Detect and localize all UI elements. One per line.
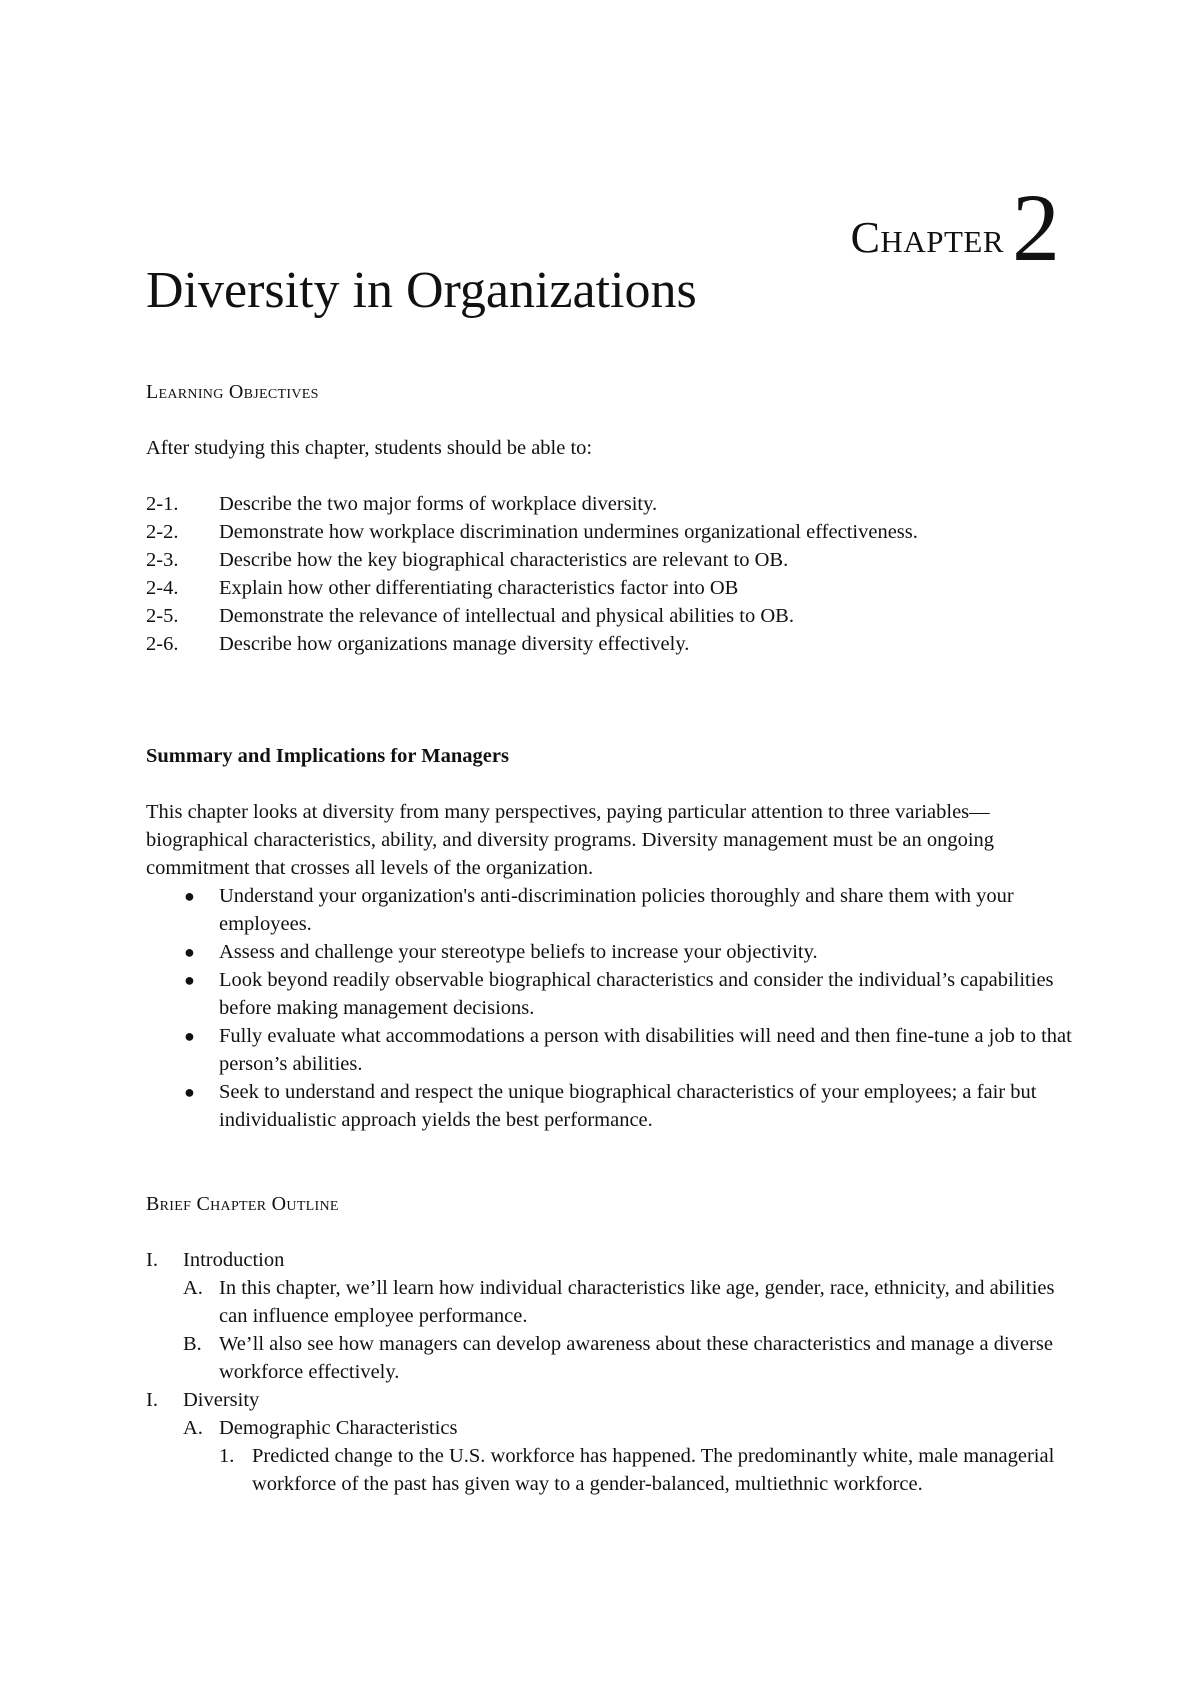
outline-marker: 1.: [219, 1445, 235, 1467]
summary-bullet-list: [146, 882, 1076, 1134]
outline-item-text: In this chapter, we’ll learn how individual characteristics like age, gender, race, ethnicity, and abilities can influence employee performance.: [219, 1277, 1055, 1327]
outline-marker: B.: [183, 1333, 202, 1355]
bullet-text: Understand your organization's anti-discrimination policies thoroughly and share them with your employees.: [219, 885, 1014, 935]
summary-bullet-item: [146, 882, 1076, 938]
outline-item-text: Demographic Characteristics: [219, 1417, 458, 1439]
objective-number: 2-4.: [146, 577, 179, 599]
summary-bullet-item: [146, 938, 1076, 966]
objective-text: Describe how the key biographical characteristics are relevant to OB.: [219, 549, 789, 571]
objective-text: Describe how organizations manage diversity effectively.: [219, 633, 690, 655]
summary-bullet-item: [146, 966, 1076, 1022]
outline-marker: A.: [183, 1417, 203, 1439]
bullet-icon: ●: [184, 970, 195, 990]
page-title: Diversity in Organizations: [146, 262, 697, 319]
outline-marker: I.: [146, 1389, 158, 1411]
objective-text: Demonstrate how workplace discrimination undermines organizational effectiveness.: [219, 521, 918, 543]
objective-item: [146, 602, 1076, 630]
bullet-icon: ●: [184, 1026, 195, 1046]
outline-subitem: [146, 1442, 1076, 1498]
document-body: [146, 378, 1076, 1498]
chapter-word: Chapter: [850, 213, 1004, 262]
summary-bullet-item: [146, 1022, 1076, 1078]
bullet-icon: ●: [184, 942, 195, 962]
objective-item: [146, 574, 1076, 602]
outline-section-title: Diversity: [183, 1389, 260, 1411]
objective-number: 2-5.: [146, 605, 179, 627]
chapter-number: 2: [1012, 174, 1060, 281]
objective-text: Explain how other differentiating characteristics factor into OB: [219, 577, 739, 599]
bullet-icon: ●: [184, 1082, 195, 1102]
objective-number: 2-6.: [146, 633, 179, 655]
objective-text: Demonstrate the relevance of intellectual and physical abilities to OB.: [219, 605, 794, 627]
outline-item: [146, 1414, 1076, 1442]
learning-objectives-list: [146, 490, 1076, 658]
summary-bullet-item: [146, 1078, 1076, 1134]
objective-item: [146, 630, 1076, 658]
outline-heading: Brief Chapter Outline: [146, 1193, 339, 1215]
bullet-text: Assess and challenge your stereotype beliefs to increase your objectivity.: [219, 941, 818, 963]
learning-objectives-intro: After studying this chapter, students should be able to:: [146, 437, 593, 459]
summary-heading: Summary and Implications for Managers: [146, 745, 509, 767]
objective-number: 2-2.: [146, 521, 179, 543]
objective-item: [146, 546, 1076, 574]
objective-number: 2-1.: [146, 493, 179, 515]
bullet-text: Look beyond readily observable biographical characteristics and consider the individual’s capabilities before making management decisions.: [219, 969, 1054, 1019]
outline-subitem-text: Predicted change to the U.S. workforce has happened. The predominantly white, male managerial workforce of the past has given way to a gender-balanced, multiethnic workforce.: [252, 1445, 1055, 1495]
outline-marker: A.: [183, 1277, 203, 1299]
bullet-text: Fully evaluate what accommodations a person with disabilities will need and then fine-tune a job to that person’s abilities.: [219, 1025, 1072, 1075]
outline-item: [146, 1330, 1076, 1386]
objective-number: 2-3.: [146, 549, 179, 571]
outline-marker: I.: [146, 1249, 158, 1271]
learning-objectives-heading: Learning Objectives: [146, 381, 319, 403]
outline-list: [146, 1246, 1076, 1498]
outline-section: [146, 1386, 1076, 1414]
bullet-icon: ●: [184, 886, 195, 906]
objective-item: [146, 518, 1076, 546]
objective-text: Describe the two major forms of workplace diversity.: [219, 493, 658, 515]
outline-item-text: We’ll also see how managers can develop awareness about these characteristics and manage a diverse workforce effectively.: [219, 1333, 1053, 1383]
summary-paragraph: This chapter looks at diversity from many perspectives, paying particular attention to three variables—biographical characteristics, ability, and diversity programs. Diversity management must be an ongoing commitment that crosses all levels of the organization.: [146, 801, 995, 879]
objective-item: [146, 490, 1076, 518]
outline-section-title: Introduction: [183, 1249, 285, 1271]
outline-section: [146, 1246, 1076, 1274]
chapter-label: [850, 174, 1060, 281]
bullet-text: Seek to understand and respect the unique biographical characteristics of your employees; a fair but individualistic approach yields the best performance.: [219, 1081, 1037, 1131]
outline-item: [146, 1274, 1076, 1330]
